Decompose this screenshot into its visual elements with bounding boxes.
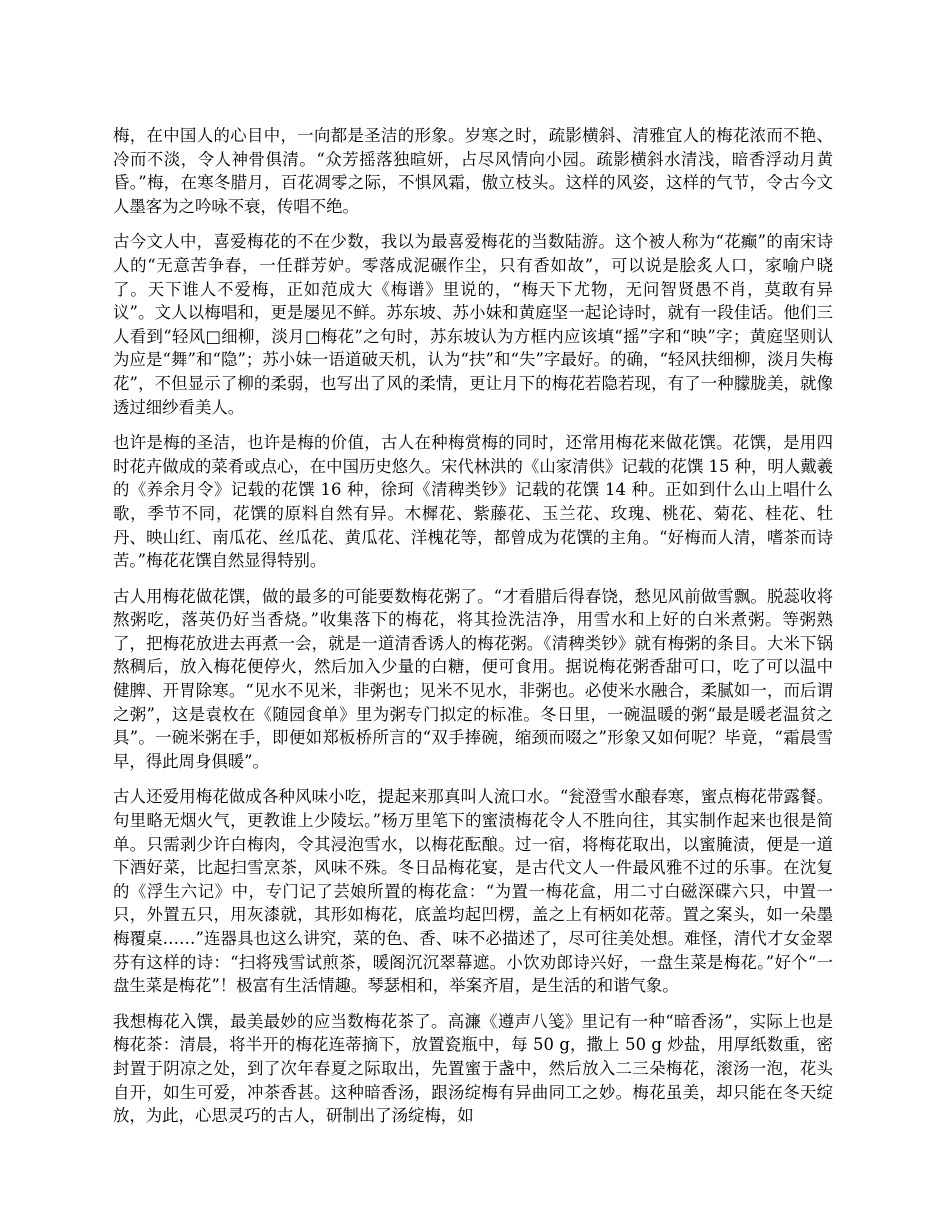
paragraph-3: 也许是梅的圣洁，也许是梅的价值，古人在种梅赏梅的同时，还常用梅花来做花馔。花馔，是用四时花卉做成的菜肴或点心，在中国历史悠久。宋代林洪的《山家清供》记载的花馔 15 种，明人戴羲的《养余月令》记载的花馔 16 种，徐珂《清稗类钞》记载的花馔 14 种。正如到什么山上唱什么歌，季节不同，花馔的原料自然有异。木樨花、紫藤花、玉兰花、玫瑰、桃花、菊花、桂花、牡丹、映山红、南瓜花、丝瓜花、黄瓜花、洋槐花等，都曾成为花馔的主角。“好梅而人清，嗜茶而诗苦。”梅花花馔自然显得特别。 <box>113 433 833 571</box>
paragraph-6: 我想梅花入馔，最美最妙的应当数梅花茶了。高濂《遵声八笺》里记有一种“暗香汤”，实际上也是梅花茶：清晨，将半开的梅花连蒂摘下，放置瓷瓶中，每 50 g，撒上 50 g 炒盐，用厚纸数重，密封置于阴凉之处，到了次年春夏之际取出，先置蜜于盏中，然后放入二三朵梅花，滚汤一泡，花头自开，如生可爱，冲茶香甚。这种暗香汤，跟汤绽梅有异曲同工之妙。梅花虽美，却只能在冬天绽放，为此，心思灵巧的古人，研制出了汤绽梅，如 <box>113 1011 833 1126</box>
paragraph-2: 古今文人中，喜爱梅花的不在少数，我以为最喜爱梅花的当数陆游。这个被人称为“花癫”的南宋诗人的“无意苦争春，一任群芳妒。零落成泥碾作尘，只有香如故”，可以说是脍炙人口，家喻户晓了。天下谁人不爱梅，正如范成大《梅谱》里说的，“梅天下尤物，无问智贤愚不肖，莫敢有异议”。文人以梅唱和，更是屡见不鲜。苏东坡、苏小妹和黄庭坚一起论诗时，就有一段佳话。他们三人看到“轻风□细柳，淡月□梅花”之句时，苏东坡认为方框内应该填“摇”字和“映”字；黄庭坚则认为应是“舞”和“隐”；苏小妹一语道破天机，认为“扶”和“失”字最好。的确，“轻风扶细柳，淡月失梅花”，不但显示了柳的柔弱，也写出了风的柔情，更让月下的梅花若隐若现，有了一种朦胧美，就像透过细纱看美人。 <box>113 232 833 417</box>
paragraph-5: 古人还爱用梅花做成各种风味小吃，提起来那真叫人流口水。“瓮澄雪水酿春寒，蜜点梅花带露餐。句里略无烟火气，更教谁上少陵坛。”杨万里笔下的蜜渍梅花令人不胜向往，其实制作起来也很是简单。只需剥少许白梅肉，令其浸泡雪水，以梅花酝酿。过一宿，将梅花取出，以蜜腌渍，便是一道下酒好菜，比起扫雪烹茶，风味不殊。冬日品梅花宴，是古代文人一件最风雅不过的乐事。在沈复的《浮生六记》中，专门记了芸娘所置的梅花盒：“为置一梅花盒，用二寸白磁深碟六只，中置一只，外置五只，用灰漆就，其形如梅花，底盖均起凹楞，盖之上有柄如花蒂。置之案头，如一朵墨梅覆桌……”连器具也这么讲究，菜的色、香、味不必描述了，尽可往美处想。难怪，清代才女金翠芬有这样的诗：“扫将残雪试煎茶，暖阁沉沉翠幕遮。小饮劝郎诗兴好，一盘生菜是梅花。”好个“一盘生菜是梅花”！极富有生活情趣。琴瑟相和，举案齐眉，是生活的和谐气象。 <box>113 787 833 996</box>
document-body <box>113 124 833 1140</box>
paragraph-4: 古人用梅花做花馔，做的最多的可能要数梅花粥了。“才看腊后得春饶，愁见风前做雪飘。脱蕊收将熬粥吃，落英仍好当香烧。”收集落下的梅花，将其捡洗洁净，用雪水和上好的白米煮粥。等粥熟了，把梅花放进去再煮一会，就是一道清香诱人的梅花粥。《清稗类钞》就有梅粥的条目。大米下锅熬稠后，放入梅花便停火，然后加入少量的白糖，便可食用。据说梅花粥香甜可口，吃了可以温中健脾、开胃除寒。“见水不见米，非粥也；见米不见水，非粥也。必使米水融合，柔腻如一，而后谓之粥”，这是袁枚在《随园食单》里为粥专门拟定的标准。冬日里，一碗温暖的粥“最是暖老温贫之具”。一碗米粥在手，即便如郑板桥所言的“双手捧碗，缩颈而啜之”形象又如何呢？毕竟，“霜晨雪早，得此周身俱暖”。 <box>113 586 833 771</box>
paragraph-1: 梅，在中国人的心目中，一向都是圣洁的形象。岁寒之时，疏影横斜、清雅宜人的梅花浓而不艳、冷而不淡，令人神骨俱清。“众芳摇落独暄妍，占尽风情向小园。疏影横斜水清浅，暗香浮动月黄昏。”梅，在寒冬腊月，百花凋零之际，不惧风霜，傲立枝头。这样的风姿，这样的气节，令古今文人墨客为之吟咏不衰，传唱不绝。 <box>113 126 833 216</box>
